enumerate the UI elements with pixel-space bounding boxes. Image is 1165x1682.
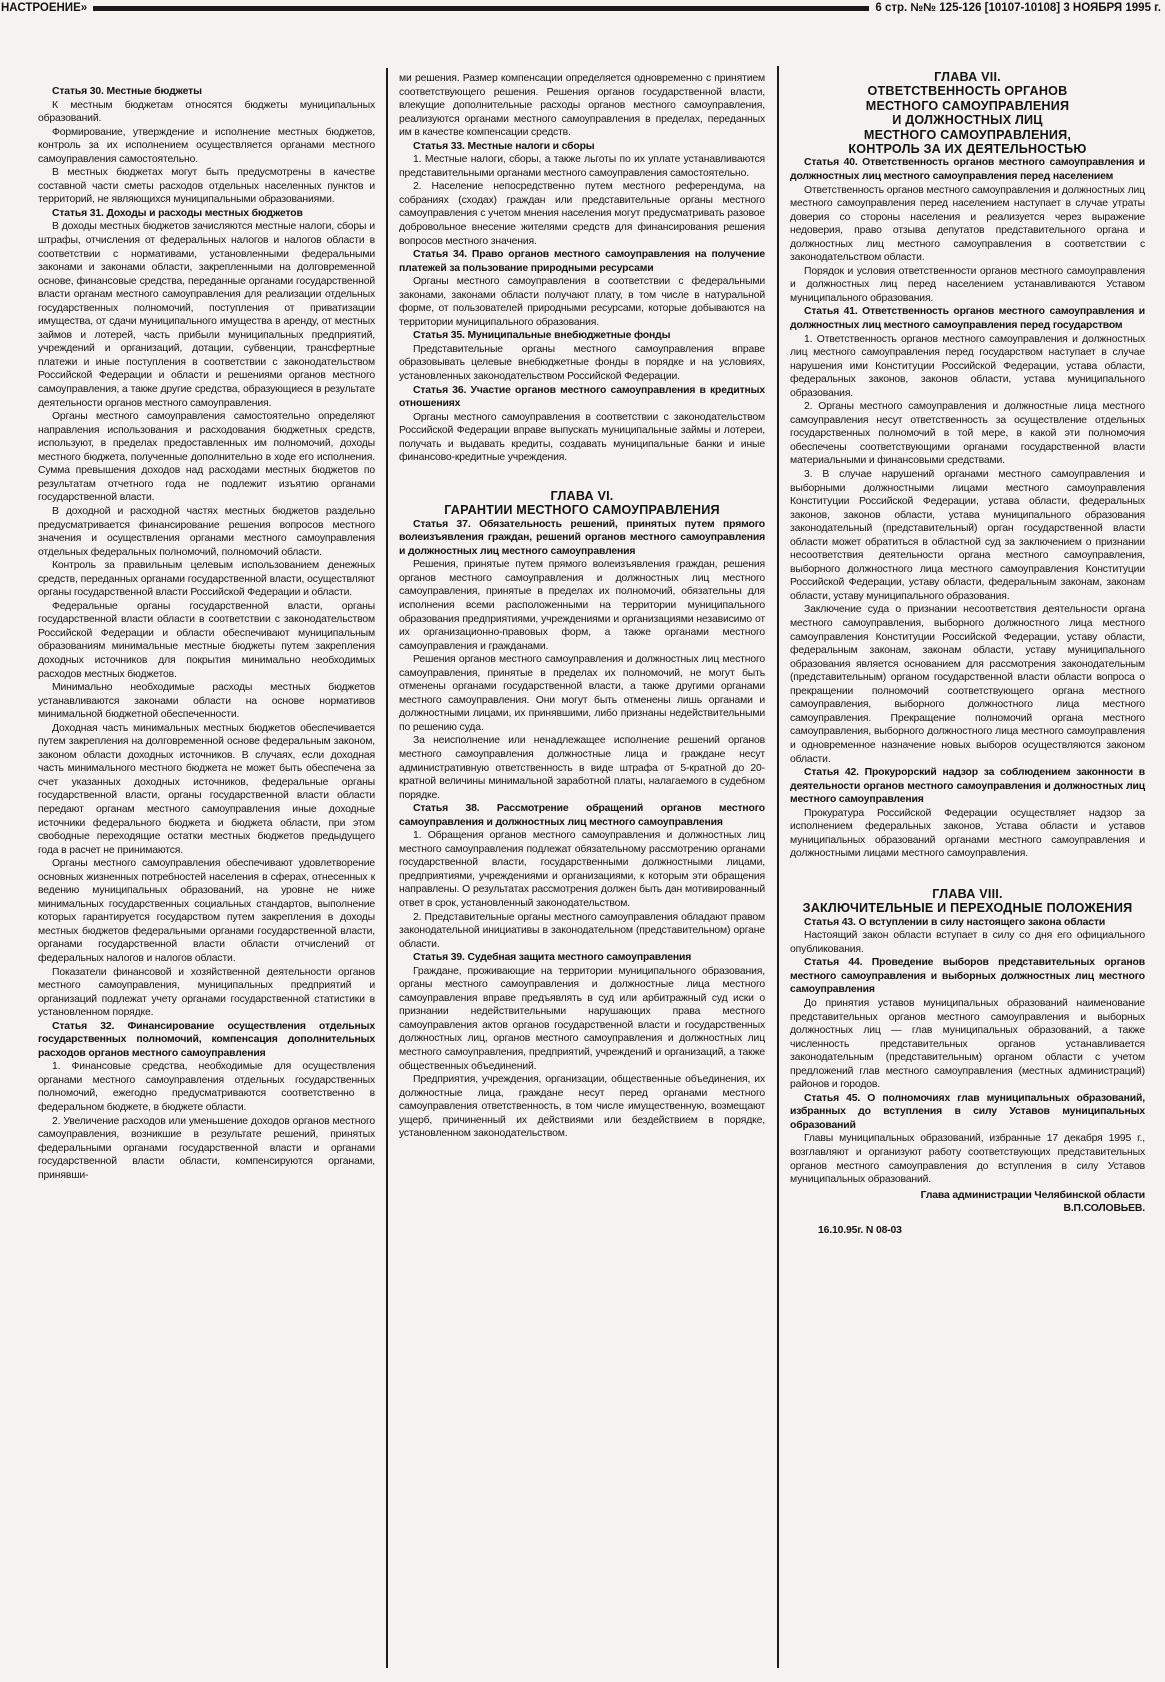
paragraph: Контроль за правильным целевым использованием денежных средств, переданных органами государственной власти, осуществляют органы государственной власти Российской Федерации и области. [38,560,375,599]
paragraph: Представительные органы местного самоуправления вправе образовывать целевые внебюджетные фонды в порядке и на условиях, установленных законодательством Российской Федерации. [399,343,765,383]
paragraph: В местных бюджетах могут быть предусмотрены в качестве составной части сметы расходов отдельных населенных пунктов и территорий, не являющихся муниципальными образованиями. [38,167,375,206]
paragraph: 3. В случае нарушений органами местного самоуправления и выборными должностными лицами местного самоуправления Конституции Российской Федерации, устава области, федеральных законов, законов области, устава муниципального образования законодательный (представительный) орган государственной власти области может обратиться в областной суд за заключением о признании несоответствия деятельности органа местного самоуправления, выборного должностного лица местного самоуправления Конституции Российской Федерации, уставу области, федеральным законам, законам области, уставу муниципального образования. [790,469,1145,602]
signature: Глава администрации Челябинской области В.П.СОЛОВЬЕВ. [920,1189,1145,1215]
article-heading: Статья 42. Прокурорский надзор за соблюдением законности в деятельности органов местного самоуправления и должностных лиц местного самоуправления [790,767,1145,806]
article-heading: Статья 30. Местные бюджеты [52,86,202,97]
article-heading: Статья 35. Муниципальные внебюджетные фонды [413,330,671,342]
paragraph: 2. Увеличение расходов или уменьшение доходов органов местного самоуправления, возникшие в результате решений, принятых федеральными органами государственной власти и органами государственной власти области, компенсируются органами, принявши- [38,1115,375,1181]
article-heading: Статья 39. Судебная защита местного самоуправления [413,952,692,964]
paragraph: Порядок и условия ответственности органов местного самоуправления и должностных лиц перед населением устанавливаются Уставом муниципального образования. [790,265,1145,304]
paragraph: 1. Местные налоги, сборы, а также льготы по их уплате устанавливаются представительными органами местного самоуправления самостоятельно. [399,154,765,179]
header-rule [93,6,869,11]
paragraph: Ответственность органов местного самоуправления и должностных лиц местного самоуправления перед населением наступает в случае утраты доверия со стороны населения и реализуется через выражение недоверия, право отзыва депутатов представительного органа и должностных лиц местного самоуправления в соответствии с законодательством области. [790,184,1145,264]
chapter-heading: ГЛАВА VIII. ЗАКЛЮЧИТЕЛЬНЫЕ И ПЕРЕХОДНЫЕ ПОЛОЖЕНИЯ [802,886,1133,916]
paragraph: Заключение суда о признании несоответствия деятельности органа местного самоуправления, выборного должностного лица местного самоуправления Конституции Российской Федерации, уставу области, федеральным законам, законам области, уставу муниципального образования является основанием для рассмотрения законодательным (представительным) органом государственной власти области вопроса о прекращении полномочий соответствующего органа местного самоуправления, выборного должностного лица местного самоуправления. Прекращение полномочий органа местного самоуправления, выборного должностного лица местного самоуправления и одновременное назначение новых выборов осуществляются законом области. [790,604,1145,765]
article-heading: Статья 33. Местные налоги и сборы [413,140,595,152]
article-heading: Статья 41. Ответственность органов местного самоуправления и должностных лиц местного самоуправления перед государством [790,306,1145,331]
paragraph: Прокуратура Российской Федерации осуществляет надзор за исполнением федеральных законов, Устава области и уставов муниципальных образований органами местного самоуправления и должностными лицами местного самоуправления. [790,807,1145,860]
paragraph: Решения, принятые путем прямого волеизъявления граждан, решения органов местного самоуправления и должностных лиц местного самоуправления, принятые в пределах их полномочий, обязательны для исполнения всеми расположенными на территории муниципального образования предприятиями, учреждениями и организациями независимо от их организационно-правовых форм, а также органами местного самоуправления и гражданами. [399,559,765,652]
paragraph: Показатели финансовой и хозяйственной деятельности органов местного самоуправления, муниципальных предприятий и организаций подлежат учету органами государственной статистики в установленном порядке. [38,966,375,1019]
paragraph: В доходной и расходной частях местных бюджетов раздельно предусматривается финансирование решения вопросов местного значения и осуществления органами местного самоуправления отдельных федеральных полномочий, полномочий области. [38,505,375,558]
article-heading: Статья 43. О вступлении в силу настоящего закона области [804,916,1106,928]
article-heading: Статья 36. Участие органов местного самоуправления в кредитных отношениях [399,384,765,410]
paragraph: Органы местного самоуправления в соответствии с законодательством Российской Федерации вправе выпускать муниципальные займы и лотереи, получать и выдавать кредиты, создавать муниципальные банки и иные финансово-кредитные учреждения. [399,411,765,464]
chapter-heading: ГЛАВА VII. ОТВЕТСТВЕННОСТЬ ОРГАНОВ МЕСТНОГО САМОУПРАВЛЕНИЯ И ДОЛЖНОСТНЫХ ЛИЦ МЕСТНОГО САМОУПРАВЛЕНИЯ, КОНТРОЛЬ ЗА ИХ ДЕЯТЕЛЬНОСТЬЮ [848,70,1087,157]
paragraph: Органы местного самоуправления обеспечивают удовлетворение основных жизненных потребностей населения в сферах, отнесенных к ведению муниципальных образований, на уровне не ниже минимальных государственных социальных стандартов, выполнение которых гарантируется государством путем закрепления в доходы местных бюджетов федеральными органами государственной власти, органами государственной власти области отчислений от федеральных налогов и налогов области. [38,858,375,964]
chapter-heading: ГЛАВА VI. ГАРАНТИИ МЕСТНОГО САМОУПРАВЛЕНИЯ [444,488,720,518]
article-heading: Статья 38. Рассмотрение обращений органов местного самоуправления и должностных лиц местного самоуправления [399,803,765,828]
column-divider-right [777,66,779,1668]
column-1 [38,85,375,1654]
article-heading: Статья 32. Финансирование осуществления отдельных государственных полномочий, компенсация дополнительных расходов органов местного самоуправления [38,1020,375,1059]
column-divider-left [386,68,388,1668]
paragraph: До принятия уставов муниципальных образований наименование представительных органов местного самоуправления и выборных должностных лиц — глав муниципальных образований, а также численность представительных органов устанавливается законодательным (представительным) органом области с учетом предложений глав местного самоуправления (местных администраций) районов и городов. [790,997,1145,1091]
paragraph: 2. Представительные органы местного самоуправления обладают правом законодательной инициативы в законодательном (представительном) органе области. [399,911,765,950]
article-heading: Статья 37. Обязательность решений, принятых путем прямого волеизъявления граждан, решений органов местного самоуправления и должностных лиц местного самоуправления [399,518,765,557]
paragraph: Формирование, утверждение и исполнение местных бюджетов, контроль за их исполнением осуществляется органами местного самоуправления самостоятельно. [38,126,375,165]
paragraph: В доходы местных бюджетов зачисляются местные налоги, сборы и штрафы, отчисления от федеральных налогов и налогов области в соответствии с нормативами, установленными федеральными законами и законами области, закрепленными на долговременной основе, финансовые средства, переданные органами государственной власти органам местного самоуправления для реализации отдельных государственных полномочий, поступления от приватизации имущества, от сдачи муниципального имущества в аренду, от местных займов и лотерей, часть прибыли муниципальных предприятий, учреждений и организаций, дотации, субвенции, трансфертные платежи и иные поступления в соответствии с законодательством Российской Федерации и области и решениями органов местного самоуправления, а также другие средства, образующиеся в результате деятельности органов местного самоуправления. [38,221,375,409]
paragraph: Решения органов местного самоуправления и должностных лиц местного самоуправления, принятые в пределах их полномочий, не могут быть отменены органами государственной власти, а также другими органами местного самоуправления. Они могут быть отменены лишь органами и должностными лицами, их принявшими, либо признаны недействительными по решению суда. [399,654,765,733]
article-heading: Статья 45. О полномочиях глав муниципальных образований, избранных до вступления в силу Уставов муниципальных образований [790,1092,1145,1131]
paragraph: Минимально необходимые расходы местных бюджетов устанавливаются законами области на основе нормативов минимальной бюджетной обеспеченности. [38,682,375,721]
article-heading: Статья 31. Доходы и расходы местных бюджетов [52,207,303,219]
paragraph: 1. Ответственность органов местного самоуправления и должностных лиц местного самоуправления перед государством наступает в случае нарушения ими Конституции Российской Федерации, устава области, федеральных законов, законов области, устава муниципального образования. [790,333,1145,399]
article-heading: Статья 40. Ответственность органов местного самоуправления и должностных лиц местного самоуправления перед населением [790,157,1145,182]
paragraph: 2. Органы местного самоуправления и должностные лица местного самоуправления несут ответственность за осуществление отдельных государственных полномочий в той мере, в какой эти полномочия обеспечены соответствующими органами государственной власти материальными и финансовыми средствами. [790,401,1145,467]
paragraph: Граждане, проживающие на территории муниципального образования, органы местного самоуправления и должностные лица местного самоуправления вправе предъявлять в суд или арбитражный суд иски о признании недействительными нарушающих права местного самоуправления актов органов государственной власти и государственных должностных лиц, органов местного самоуправления и должностных лиц местного самоуправления, предприятий, учреждений и организаций, а также общественных объединений. [399,965,765,1072]
issue-info: 6 стр. №№ 125-126 [10107-10108] 3 НОЯБРЯ 1995 г. [875,2,1161,14]
section-title: НАСТРОЕНИЕ» [1,2,88,14]
column-3 [790,70,1145,1654]
page-header [0,0,1165,16]
paragraph: 2. Население непосредственно путем местного референдума, на собраниях (сходах) граждан или представительные органы местного самоуправления с учетом мнения населения могут предусматривать разовое добровольное внесение жителями средств для финансирования решения вопросов местного значения. [399,181,765,247]
column-2 [399,72,765,1654]
paragraph: 1. Обращения органов местного самоуправления и должностных лиц местного самоуправления подлежат обязательному рассмотрению органами государственной власти, государственными должностными лицами, предприятиями, учреждениями и организациями, к которым эти обращения направлены. О результатах рассмотрения должен быть дан мотивированный ответ в срок, установленный законодательством. [399,830,765,909]
document-date: 16.10.95г. N 08-03 [818,1224,902,1236]
paragraph: Органы местного самоуправления в соответствии с федеральными законами, законами области получают плату, в том числе в натуральной форме, от пользователей природными ресурсами, которые добываются на территории муниципального образования. [399,276,765,328]
paragraph: 1. Финансовые средства, необходимые для осуществления органами местного самоуправления отдельных государственных полномочий, ежегодно предусматриваются соответственно в федеральном бюджете, в бюджете области. [38,1061,375,1114]
paragraph: К местным бюджетам относятся бюджеты муниципальных образований. [38,99,375,125]
paragraph: Органы местного самоуправления самостоятельно определяют направления использования и расходования бюджетных средств, используют, в пределах предоставленных им полномочий, доходы местного бюджета, полученные дополнительно в ходе его исполнения. Сумма превышения доходов над расходами местных бюджетов по результатам отчетного года не подлежит изъятию органами государственной власти. [38,411,375,504]
article-heading: Статья 44. Проведение выборов представительных органов местного самоуправления и выборных должностных лиц местного самоуправления [790,957,1145,996]
paragraph: ми решения. Размер компенсации определяется одновременно с принятием соответствующего решения. Решения органов государственной власти, влекущие дополнительные расходы органов местного самоуправления, реализуются органами местного самоуправления в пределах, переданных им в качестве компенсации средств. [399,73,765,139]
paragraph: Настоящий закон области вступает в силу со дня его официального опубликования. [790,930,1145,955]
paragraph: Главы муниципальных образований, избранные 17 декабря 1995 г., возглавляют и организуют работу соответствующих представительных органов местного самоуправления до вступления в силу Уставов муниципальных образований. [790,1133,1145,1186]
paragraph: Доходная часть минимальных местных бюджетов обеспечивается путем закрепления на долговременной основе федеральным законом, законом области доходных источников. В случаях, если доходная часть минимального местного бюджета не может быть обеспечена за счет указанных доходных источников, федеральные органы государственной власти, органы государственной власти области передают органам местного самоуправления иные доходные источники федерального бюджета и бюджета области, при этом свободные переходящие остатки местных бюджетов предыдущего года в расчет не принимаются. [38,722,375,856]
paragraph: За неисполнение или ненадлежащее исполнение решений органов местного самоуправления должностные лица и граждане несут административную ответственность в виде штрафа от 5-кратной до 20-кратной величины минимальной заработной платы, налагаемого в судебном порядке. [399,735,765,801]
paragraph: Федеральные органы государственной власти, органы государственной власти области в соответствии с законодательством Российской Федерации и области обеспечивают муниципальным образованиям минимальные местные бюджеты путем закрепления доходных источников для покрытия минимально необходимых расходов местных бюджетов. [38,600,375,680]
article-heading: Статья 34. Право органов местного самоуправления на получение платежей за пользование природными ресурсами [399,249,765,274]
paragraph: Предприятия, учреждения, организации, общественные объединения, их должностные лица, граждане несут перед органами местного самоуправления ответственность, в том числе имущественную, возмещают ущерб, причиненный их действиями или бездействием в порядке, установленном законодательством. [399,1074,765,1140]
